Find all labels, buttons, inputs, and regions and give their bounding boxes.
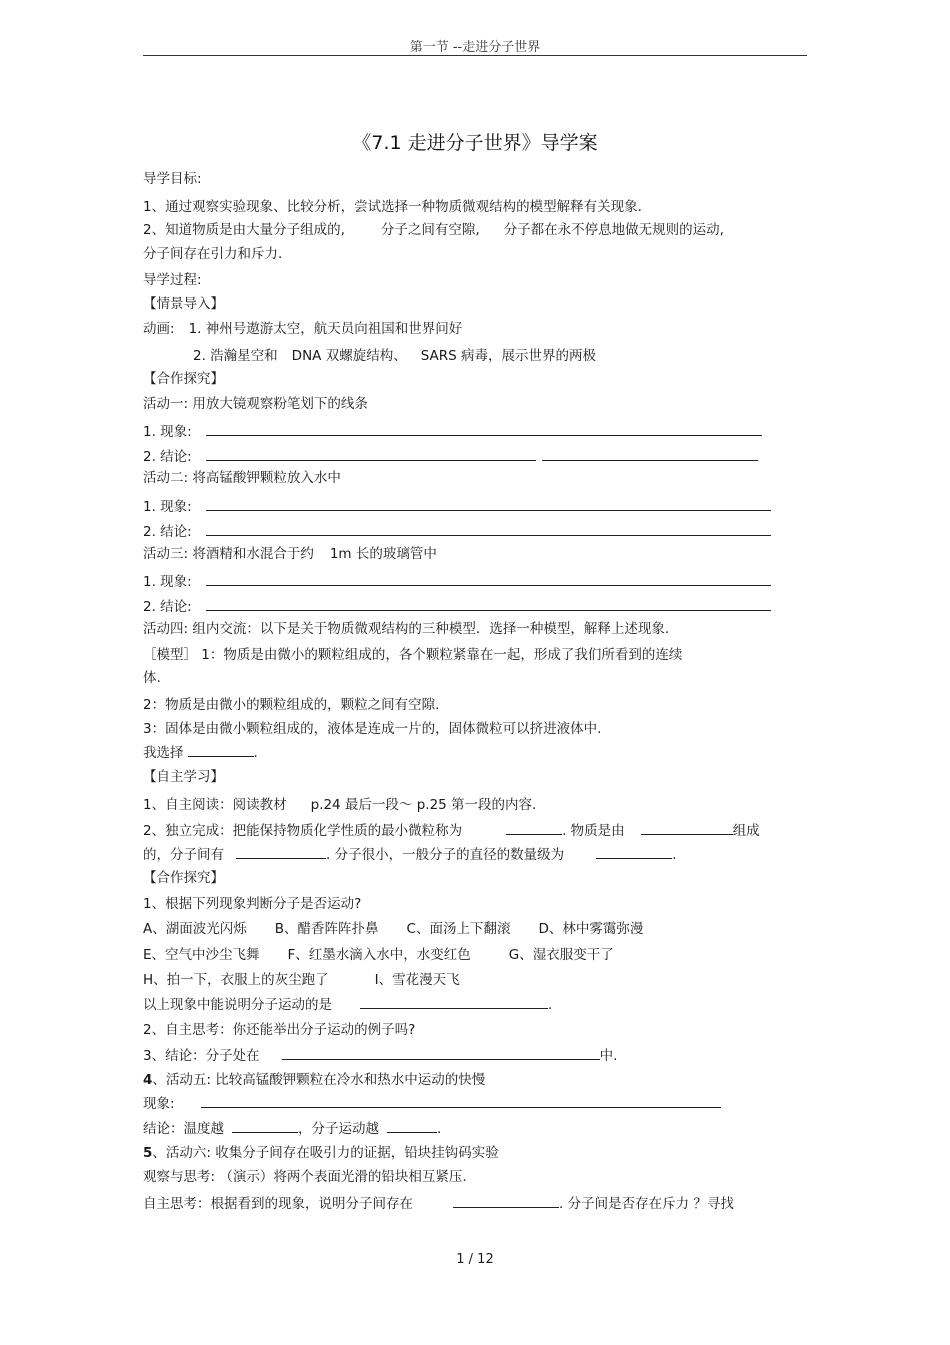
options-row-2 (143, 946, 614, 964)
explore-q5-observe: 观察与思考: （演示）将两个表面光滑的铅块相互紧压. (143, 1169, 467, 1185)
phenomenon-label: 1. 现象: (143, 574, 192, 590)
q5-text: 、活动六: 收集分子间存在吸引力的证据，铅块挂钩码实验 (152, 1145, 499, 1161)
answer-blank[interactable] (206, 422, 762, 436)
phenomenon-label: 1. 现象: (143, 499, 192, 515)
option-a: A、湖面波光闪烁 (143, 921, 247, 937)
model-choice: 我选择 . (143, 745, 258, 761)
q4-phenomenon-label: 现象: (143, 1096, 175, 1112)
animation-item-1: 1. 神州号遨游太空，航天员向祖国和世界问好 (188, 321, 463, 337)
q3-label: 3、结论：分子处在 (143, 1048, 260, 1064)
option-i: I、雪花漫天飞 (374, 972, 460, 988)
conclusion-label: 2. 结论: (143, 449, 192, 465)
process-heading: 导学过程: (143, 272, 202, 288)
self-study-2 (143, 821, 760, 840)
answer-blank[interactable] (206, 522, 771, 536)
answer-blank[interactable] (232, 1119, 298, 1133)
q5-think-b: . 分子间是否存在斥力 ？寻找 (559, 1196, 734, 1212)
activity-3-phenomenon (143, 572, 771, 591)
goal-1: 1、通过观察实验现象、比较分析，尝试选择一种物质微观结构的模型解释有关现象. (143, 199, 642, 215)
option-b: B、醋香阵阵扑鼻 (274, 921, 379, 937)
scene-import-heading: 【情景导入】 (143, 296, 224, 312)
activity-4-title: 活动四: 组内交流：以下是关于物质微观结构的三种模型．选择一种模型，解释上述现象. (143, 621, 670, 637)
explore-q4 (143, 1071, 485, 1089)
activity-3-title-b: 1m 长的玻璃管中 (329, 546, 437, 562)
options-row-3 (143, 971, 460, 989)
model-1-cont: 体. (143, 670, 161, 686)
model-2: 2：物质是由微小的颗粒组成的，颗粒之间有空隙. (143, 697, 440, 713)
answer-blank[interactable] (542, 447, 758, 461)
answer-blank[interactable] (188, 743, 254, 757)
activity-1-phenomenon (143, 422, 762, 441)
conclusion-label: 2. 结论: (143, 599, 192, 615)
document-title: 《7.1 走进分子世界》导学案 (352, 132, 598, 154)
option-c: C、面汤上下翻滚 (406, 921, 511, 937)
activity-3-title-a: 活动三: 将酒精和水混合于约 (143, 546, 314, 562)
q4-conclusion-b: ，分子运动越 (298, 1121, 379, 1137)
activity-2-phenomenon (143, 497, 771, 516)
explore-q1: 1、根据下列现象判断分子是否运动? (143, 896, 362, 912)
answer-blank[interactable] (236, 845, 326, 859)
animation-item-2b: DNA 双螺旋结构、 (291, 348, 407, 364)
self-study-2-d: 的，分子间有 (143, 847, 224, 863)
activity-3-conclusion (143, 597, 771, 616)
self-study-2-cont: 的，分子间有 . 分子很小，一般分子的直径的数量级为 . (143, 847, 677, 863)
self-study-2-c: 组成 (732, 823, 760, 839)
answer-blank[interactable] (282, 1046, 600, 1060)
self-study-1-a: 1、自主阅读：阅读教材 (143, 797, 287, 813)
explore-q4-conclusion: 结论：温度越 ，分子运动越 . (143, 1121, 442, 1137)
activity-3-title (143, 545, 437, 563)
explore-q2: 2、自主思考：你还能举出分子运动的例子吗? (143, 1022, 416, 1038)
explore-q3 (143, 1046, 617, 1065)
goal-2-cont: 分子间存在引力和斥力. (143, 246, 283, 262)
option-e: E、空气中沙尘飞舞 (143, 947, 260, 963)
self-study-1-b: p.24 最后一段～ p.25 第一段的内容. (310, 797, 537, 813)
explore-q4-phenomenon (143, 1094, 721, 1113)
answer-blank[interactable] (506, 821, 562, 835)
self-study-2-e: . 分子很小，一般分子的直径的数量级为 (326, 847, 565, 863)
answer-blank[interactable] (201, 1094, 721, 1108)
coop-explore-2-heading: 【合作探究】 (143, 870, 224, 886)
activity-1-conclusion (143, 447, 758, 466)
answer-blank[interactable] (596, 845, 672, 859)
q4-conclusion-a: 结论：温度越 (143, 1121, 224, 1137)
self-study-heading: 【自主学习】 (143, 769, 224, 785)
self-study-2-a: 2、独立完成：把能保持物质化学性质的最小微粒称为 (143, 823, 463, 839)
header-rule (143, 55, 807, 56)
answer-blank[interactable] (641, 821, 733, 835)
activity-1-title: 活动一: 用放大镜观察粉笔划下的线条 (143, 396, 368, 412)
activity-2-title: 活动二: 将高锰酸钾颗粒放入水中 (143, 470, 341, 486)
q4-text: 、活动五: 比较高锰酸钾颗粒在冷水和热水中运动的快慢 (152, 1072, 486, 1088)
answer-blank[interactable] (206, 497, 771, 511)
goal-2-part-b: 分子之间有空隙, (380, 222, 480, 238)
q3-end: 中. (599, 1048, 618, 1064)
conclusion-label: 2. 结论: (143, 524, 192, 540)
answer-blank[interactable] (206, 597, 771, 611)
model-3: 3：固体是由微小颗粒组成的，液体是连成一片的，固体微粒可以挤进液体中. (143, 721, 602, 737)
q5-number: 5 (143, 1145, 153, 1161)
page-header: 第一节 --走进分子世界 (409, 40, 541, 55)
goal-2-part-c: 分子都在永不停息地做无规则的运动, (503, 222, 724, 238)
choose-label: 我选择 (143, 745, 184, 761)
self-study-1 (143, 796, 536, 814)
animation-line-2 (193, 347, 596, 365)
animation-label: 动画: (143, 321, 175, 337)
self-study-2-b: . 物质是由 (562, 823, 625, 839)
activity-2-conclusion (143, 522, 771, 541)
answer-blank[interactable] (453, 1194, 559, 1208)
goals-heading: 导学目标: (143, 171, 202, 187)
option-g: G、湿衣服变干了 (508, 947, 614, 963)
page-number: 1 / 12 (456, 1252, 494, 1267)
option-f: F、红墨水滴入水中，水变红色 (287, 947, 471, 963)
goal-2-part-a: 2、知道物质是由大量分子组成的, (143, 222, 345, 238)
animation-item-2a: 2. 浩瀚星空和 (193, 348, 278, 364)
q5-think-a: 自主思考：根据看到的现象，说明分子间存在 (143, 1196, 413, 1212)
model-1: ［模型］ 1：物质是由微小的颗粒组成的，各个颗粒紧靠在一起，形成了我们所看到的连续 (143, 647, 683, 663)
animation-line-1 (143, 320, 462, 338)
explore-q1-answer: 以上现象中能说明分子运动的是 . (143, 997, 553, 1013)
answer-blank[interactable] (387, 1119, 437, 1133)
coop-explore-heading: 【合作探究】 (143, 371, 224, 387)
explore-q5 (143, 1144, 499, 1162)
answer-blank[interactable] (206, 447, 536, 461)
option-h: H、拍一下，衣服上的灰尘跑了 (143, 972, 329, 988)
answer-blank[interactable] (360, 995, 548, 1009)
option-d: D、林中雾霭弥漫 (538, 921, 644, 937)
goal-2 (143, 221, 724, 239)
phenomenon-label: 1. 现象: (143, 424, 192, 440)
answer-blank[interactable] (206, 572, 771, 586)
options-row-1 (143, 920, 643, 938)
q4-number: 4 (143, 1072, 153, 1088)
q1-answer-label: 以上现象中能说明分子运动的是 (143, 997, 332, 1013)
animation-item-2c: SARS 病毒，展示世界的两极 (420, 348, 596, 364)
explore-q5-think (143, 1194, 734, 1213)
